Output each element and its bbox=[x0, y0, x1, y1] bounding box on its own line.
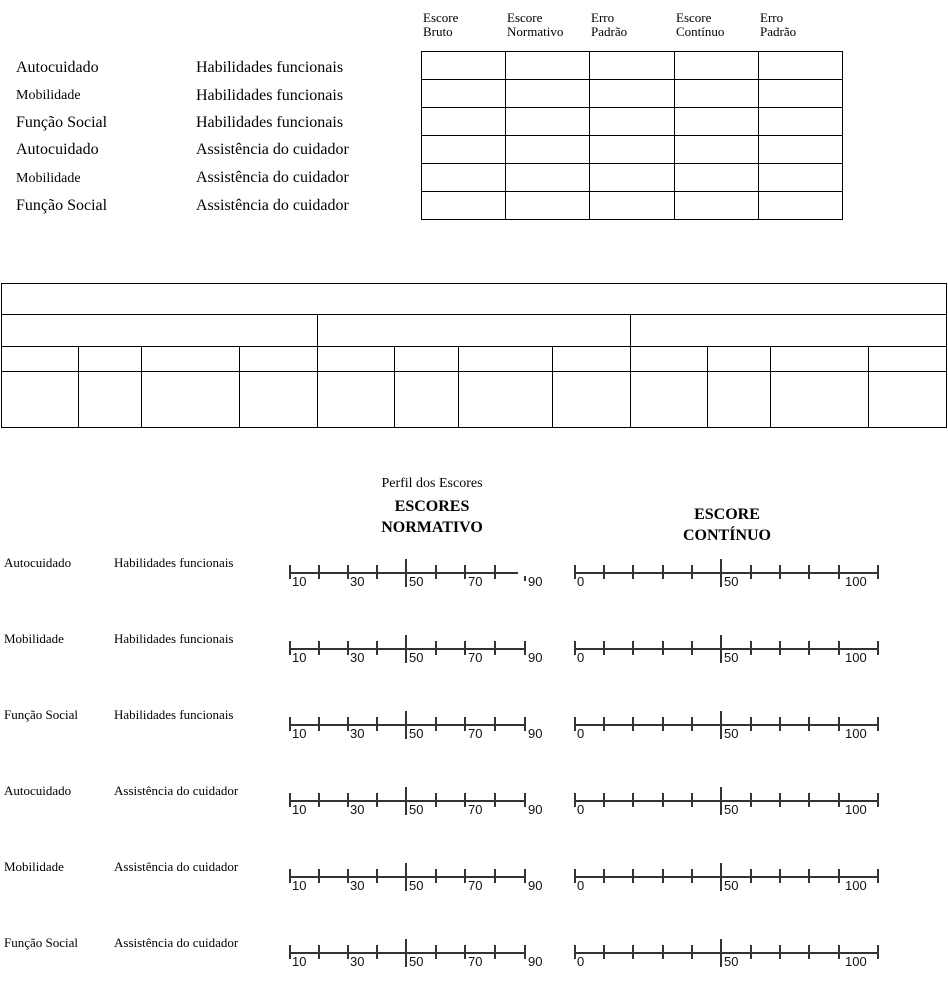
score-cell[interactable] bbox=[422, 136, 506, 164]
continuous-tick bbox=[808, 717, 810, 731]
subheader-cell[interactable] bbox=[2, 347, 79, 372]
continuous-tick bbox=[877, 869, 879, 883]
score-cell[interactable] bbox=[758, 108, 842, 136]
continuous-tick bbox=[603, 945, 605, 959]
normative-tick bbox=[524, 717, 526, 731]
continuous-tick bbox=[808, 565, 810, 579]
normative-tick-label: 30 bbox=[350, 954, 365, 969]
value-cell[interactable] bbox=[395, 372, 459, 428]
continuous-tick bbox=[808, 945, 810, 959]
row-label-scale: Habilidades funcionais bbox=[196, 114, 344, 131]
normative-tick bbox=[435, 565, 437, 579]
normative-tick-label: 90 bbox=[528, 726, 543, 741]
row-label-scale: Assistência do cuidador bbox=[196, 141, 349, 158]
normative-axis-line bbox=[289, 572, 518, 574]
normative-tick bbox=[376, 565, 378, 579]
normative-tick bbox=[405, 863, 407, 891]
subheader-cell[interactable] bbox=[771, 347, 869, 372]
normative-tick bbox=[405, 711, 407, 739]
normative-tick bbox=[347, 641, 349, 655]
value-cell[interactable] bbox=[869, 372, 947, 428]
group-header-cell[interactable] bbox=[318, 315, 631, 347]
group-header-cell[interactable] bbox=[2, 315, 318, 347]
score-cell[interactable] bbox=[506, 136, 590, 164]
continuous-tick bbox=[720, 787, 722, 815]
score-cell[interactable] bbox=[506, 52, 590, 80]
continuous-tick bbox=[838, 793, 840, 807]
value-cell[interactable] bbox=[459, 372, 553, 428]
row-label-domain: Autocuidado bbox=[16, 141, 99, 158]
score-cell[interactable] bbox=[590, 52, 674, 80]
normative-tick bbox=[318, 641, 320, 655]
continuous-tick-label: 50 bbox=[724, 574, 739, 589]
subheader-cell[interactable] bbox=[459, 347, 553, 372]
value-cell[interactable] bbox=[631, 372, 708, 428]
normative-tick bbox=[464, 793, 466, 807]
row-label-scale: Assistência do cuidador bbox=[196, 197, 349, 214]
continuous-heading: ESCORE CONTÍNUO bbox=[682, 506, 771, 544]
continuous-tick bbox=[808, 869, 810, 883]
value-cell[interactable] bbox=[142, 372, 240, 428]
profile-row-scale: Assistência do cuidador bbox=[114, 783, 239, 798]
normative-tick-label: 10 bbox=[292, 574, 307, 589]
subheader-cell[interactable] bbox=[869, 347, 947, 372]
continuous-tick bbox=[808, 641, 810, 655]
continuous-tick-label: 100 bbox=[845, 650, 867, 665]
continuous-tick bbox=[779, 869, 781, 883]
normative-tick bbox=[494, 869, 496, 883]
value-cell[interactable] bbox=[318, 372, 395, 428]
normative-tick bbox=[435, 945, 437, 959]
continuous-tick-label: 0 bbox=[577, 650, 585, 665]
normative-tick bbox=[289, 641, 291, 655]
normative-tick bbox=[376, 945, 378, 959]
value-cell[interactable] bbox=[771, 372, 869, 428]
continuous-tick-label: 0 bbox=[577, 574, 585, 589]
continuous-tick bbox=[877, 641, 879, 655]
continuous-tick bbox=[574, 717, 576, 731]
normative-tick-label: 70 bbox=[468, 574, 483, 589]
value-cell[interactable] bbox=[553, 372, 631, 428]
normative-tick-label: 50 bbox=[409, 802, 424, 817]
normative-tick bbox=[289, 793, 291, 807]
subheader-cell[interactable] bbox=[631, 347, 708, 372]
row-label-domain: Função Social bbox=[16, 197, 108, 214]
normative-tick bbox=[524, 945, 526, 959]
continuous-tick bbox=[720, 711, 722, 739]
continuous-tick bbox=[779, 717, 781, 731]
profile-row-domain: Autocuidado bbox=[4, 783, 72, 798]
subheader-cell[interactable] bbox=[142, 347, 240, 372]
score-cell[interactable] bbox=[590, 192, 674, 220]
continuous-tick-label: 50 bbox=[724, 802, 739, 817]
continuous-tick bbox=[632, 793, 634, 807]
score-cell[interactable] bbox=[674, 52, 758, 80]
continuous-tick bbox=[662, 793, 664, 807]
continuous-tick bbox=[779, 793, 781, 807]
normative-tick bbox=[464, 641, 466, 655]
score-cell[interactable] bbox=[506, 108, 590, 136]
normative-tick bbox=[347, 945, 349, 959]
score-cell[interactable] bbox=[506, 192, 590, 220]
continuous-tick bbox=[750, 641, 752, 655]
profile-row-domain: Mobilidade bbox=[4, 631, 64, 646]
profile-row-domain: Função Social bbox=[4, 707, 79, 722]
continuous-tick bbox=[750, 565, 752, 579]
continuous-tick-label: 0 bbox=[577, 726, 585, 741]
continuous-tick bbox=[691, 641, 693, 655]
score-cell[interactable] bbox=[506, 80, 590, 108]
normative-tick bbox=[435, 641, 437, 655]
normative-tick bbox=[289, 869, 291, 883]
normative-tick-label: 10 bbox=[292, 802, 307, 817]
subheader-cell[interactable] bbox=[240, 347, 318, 372]
normative-tick-label: 10 bbox=[292, 726, 307, 741]
continuous-tick bbox=[632, 717, 634, 731]
continuous-tick bbox=[720, 863, 722, 891]
blank-grouped-table bbox=[1, 283, 947, 428]
normative-tick bbox=[318, 793, 320, 807]
continuous-tick bbox=[574, 869, 576, 883]
normative-tick bbox=[524, 793, 526, 807]
normative-tick bbox=[464, 717, 466, 731]
normative-tick-label: 50 bbox=[409, 650, 424, 665]
normative-tick bbox=[464, 869, 466, 883]
normative-tick bbox=[376, 641, 378, 655]
value-cell[interactable] bbox=[79, 372, 142, 428]
group-header-cell[interactable] bbox=[631, 315, 947, 347]
continuous-tick bbox=[691, 945, 693, 959]
score-cell[interactable] bbox=[590, 164, 674, 192]
normative-tick-label: 10 bbox=[292, 954, 307, 969]
normative-tick bbox=[435, 869, 437, 883]
normative-tick bbox=[318, 945, 320, 959]
normative-tick-label: 90 bbox=[528, 802, 543, 817]
normative-tick bbox=[494, 717, 496, 731]
profile-row-domain: Função Social bbox=[4, 935, 79, 950]
normative-tick-label: 90 bbox=[528, 954, 543, 969]
normative-tick bbox=[318, 869, 320, 883]
normative-tick-label: 90 bbox=[528, 650, 543, 665]
subheader-cell[interactable] bbox=[79, 347, 142, 372]
score-cell[interactable] bbox=[422, 192, 506, 220]
normative-tick-label: 70 bbox=[468, 878, 483, 893]
normative-tick-label: 50 bbox=[409, 574, 424, 589]
continuous-tick bbox=[750, 945, 752, 959]
normative-axis-line bbox=[289, 800, 525, 802]
normative-tick-label: 70 bbox=[468, 726, 483, 741]
continuous-tick bbox=[662, 565, 664, 579]
continuous-tick bbox=[750, 717, 752, 731]
continuous-tick-label: 0 bbox=[577, 802, 585, 817]
col-header-normative-score: Escore Normativo bbox=[507, 10, 564, 39]
score-cell[interactable] bbox=[758, 52, 842, 80]
continuous-tick bbox=[632, 945, 634, 959]
continuous-tick-label: 50 bbox=[724, 650, 739, 665]
continuous-tick bbox=[877, 793, 879, 807]
profile-row-scale: Habilidades funcionais bbox=[114, 631, 234, 646]
table-title-cell[interactable] bbox=[2, 284, 947, 315]
continuous-tick bbox=[691, 793, 693, 807]
profile-row-domain: Autocuidado bbox=[4, 555, 72, 570]
row-label-domain: Mobilidade bbox=[16, 171, 81, 186]
normative-tick bbox=[376, 793, 378, 807]
normative-tick-label: 50 bbox=[409, 954, 424, 969]
profile-row-domain: Mobilidade bbox=[4, 859, 64, 874]
normative-axis-line bbox=[289, 876, 525, 878]
continuous-tick bbox=[603, 565, 605, 579]
score-cell[interactable] bbox=[674, 192, 758, 220]
normative-tick-label: 70 bbox=[468, 954, 483, 969]
normative-tick bbox=[347, 869, 349, 883]
continuous-tick bbox=[877, 945, 879, 959]
continuous-tick bbox=[838, 641, 840, 655]
row-label-domain: Autocuidado bbox=[16, 59, 99, 76]
normative-tick-label: 30 bbox=[350, 802, 365, 817]
normative-tick-label: 70 bbox=[468, 802, 483, 817]
normative-tick bbox=[524, 576, 526, 581]
continuous-tick bbox=[574, 565, 576, 579]
normative-tick bbox=[524, 641, 526, 655]
continuous-tick bbox=[662, 717, 664, 731]
normative-tick bbox=[318, 717, 320, 731]
continuous-tick bbox=[662, 945, 664, 959]
col-header-continuous-score: Escore Contínuo bbox=[676, 10, 725, 39]
row-label-domain: Função Social bbox=[16, 114, 108, 131]
normative-tick-label: 30 bbox=[350, 726, 365, 741]
normative-tick bbox=[405, 559, 407, 587]
score-cell[interactable] bbox=[590, 108, 674, 136]
continuous-tick-label: 50 bbox=[724, 726, 739, 741]
continuous-tick-label: 100 bbox=[845, 726, 867, 741]
continuous-tick-label: 0 bbox=[577, 878, 585, 893]
normative-tick-label: 50 bbox=[409, 726, 424, 741]
continuous-tick bbox=[603, 641, 605, 655]
normative-tick bbox=[289, 945, 291, 959]
continuous-tick bbox=[838, 565, 840, 579]
score-cell[interactable] bbox=[422, 80, 506, 108]
subheader-cell[interactable] bbox=[553, 347, 631, 372]
normative-tick-label: 30 bbox=[350, 878, 365, 893]
normative-tick bbox=[405, 635, 407, 663]
normative-tick bbox=[435, 793, 437, 807]
normative-tick bbox=[376, 717, 378, 731]
continuous-tick bbox=[662, 869, 664, 883]
normative-tick bbox=[494, 565, 496, 579]
normative-tick bbox=[376, 869, 378, 883]
row-label-domain: Mobilidade bbox=[16, 88, 81, 103]
normative-tick bbox=[347, 793, 349, 807]
profile-title: Perfil dos Escores bbox=[381, 476, 483, 491]
continuous-tick bbox=[603, 793, 605, 807]
normative-axis-line bbox=[289, 648, 525, 650]
normative-tick bbox=[289, 565, 291, 579]
continuous-tick bbox=[838, 869, 840, 883]
score-cell[interactable] bbox=[674, 80, 758, 108]
normative-tick bbox=[494, 641, 496, 655]
continuous-tick-label: 100 bbox=[845, 802, 867, 817]
normative-tick-label: 90 bbox=[528, 574, 543, 589]
subheader-cell[interactable] bbox=[708, 347, 771, 372]
continuous-tick bbox=[662, 641, 664, 655]
profile-row-scale: Assistência do cuidador bbox=[114, 935, 239, 950]
continuous-tick bbox=[720, 559, 722, 587]
continuous-tick bbox=[877, 565, 879, 579]
profile-row-scale: Habilidades funcionais bbox=[114, 555, 234, 570]
normative-axis-line bbox=[289, 724, 525, 726]
continuous-tick bbox=[750, 793, 752, 807]
value-cell[interactable] bbox=[708, 372, 771, 428]
normative-tick bbox=[435, 717, 437, 731]
continuous-tick bbox=[691, 869, 693, 883]
normative-tick-label: 10 bbox=[292, 650, 307, 665]
score-cell[interactable] bbox=[422, 164, 506, 192]
continuous-tick bbox=[720, 635, 722, 663]
row-label-scale: Assistência do cuidador bbox=[196, 169, 349, 186]
continuous-tick bbox=[603, 717, 605, 731]
value-cell[interactable] bbox=[240, 372, 318, 428]
continuous-tick bbox=[603, 869, 605, 883]
continuous-tick-label: 50 bbox=[724, 954, 739, 969]
col-header-standard-error-2: Erro Padrão bbox=[760, 10, 797, 39]
continuous-tick-label: 100 bbox=[845, 954, 867, 969]
normative-tick bbox=[494, 945, 496, 959]
normative-tick bbox=[347, 565, 349, 579]
continuous-tick-label: 100 bbox=[845, 878, 867, 893]
continuous-tick bbox=[632, 565, 634, 579]
score-cell[interactable] bbox=[758, 192, 842, 220]
continuous-tick bbox=[574, 793, 576, 807]
continuous-tick-label: 100 bbox=[845, 574, 867, 589]
score-cell[interactable] bbox=[590, 136, 674, 164]
normative-tick bbox=[289, 717, 291, 731]
continuous-tick bbox=[779, 945, 781, 959]
col-header-raw-score: Escore Bruto bbox=[423, 10, 459, 39]
score-cell[interactable] bbox=[758, 80, 842, 108]
normative-tick bbox=[405, 939, 407, 967]
subheader-cell[interactable] bbox=[395, 347, 459, 372]
score-cell[interactable] bbox=[758, 164, 842, 192]
normative-tick-label: 50 bbox=[409, 878, 424, 893]
continuous-tick bbox=[877, 717, 879, 731]
score-cell[interactable] bbox=[506, 164, 590, 192]
subheader-cell[interactable] bbox=[318, 347, 395, 372]
value-cell[interactable] bbox=[2, 372, 79, 428]
normative-tick-label: 30 bbox=[350, 574, 365, 589]
normative-tick-label: 10 bbox=[292, 878, 307, 893]
normative-tick bbox=[494, 793, 496, 807]
normative-tick bbox=[464, 945, 466, 959]
continuous-tick bbox=[574, 641, 576, 655]
normative-tick bbox=[464, 565, 466, 579]
row-label-scale: Habilidades funcionais bbox=[196, 59, 344, 76]
score-cell[interactable] bbox=[590, 80, 674, 108]
continuous-tick bbox=[750, 869, 752, 883]
continuous-tick bbox=[779, 641, 781, 655]
continuous-tick bbox=[779, 565, 781, 579]
score-cell[interactable] bbox=[758, 136, 842, 164]
row-label-scale: Habilidades funcionais bbox=[196, 87, 344, 104]
continuous-tick bbox=[838, 717, 840, 731]
normative-axis-line bbox=[289, 952, 525, 954]
score-cell[interactable] bbox=[422, 108, 506, 136]
score-cell[interactable] bbox=[674, 164, 758, 192]
profile-row-scale: Habilidades funcionais bbox=[114, 707, 234, 722]
normative-tick-label: 30 bbox=[350, 650, 365, 665]
continuous-tick bbox=[808, 793, 810, 807]
normative-tick-label: 70 bbox=[468, 650, 483, 665]
score-cell[interactable] bbox=[674, 136, 758, 164]
continuous-tick bbox=[691, 717, 693, 731]
normative-heading: ESCORES NORMATIVO bbox=[381, 498, 483, 536]
col-header-standard-error-1: Erro Padrão bbox=[591, 10, 628, 39]
score-cell[interactable] bbox=[422, 52, 506, 80]
normative-tick-label: 90 bbox=[528, 878, 543, 893]
normative-tick bbox=[318, 565, 320, 579]
continuous-tick bbox=[632, 869, 634, 883]
normative-tick bbox=[524, 869, 526, 883]
continuous-tick-label: 0 bbox=[577, 954, 585, 969]
normative-tick bbox=[405, 787, 407, 815]
summary-score-grid bbox=[421, 51, 843, 220]
continuous-tick bbox=[838, 945, 840, 959]
continuous-tick bbox=[720, 939, 722, 967]
profile-row-scale: Assistência do cuidador bbox=[114, 859, 239, 874]
score-cell[interactable] bbox=[674, 108, 758, 136]
continuous-tick bbox=[691, 565, 693, 579]
continuous-tick bbox=[632, 641, 634, 655]
normative-tick bbox=[347, 717, 349, 731]
continuous-tick bbox=[574, 945, 576, 959]
continuous-tick-label: 50 bbox=[724, 878, 739, 893]
